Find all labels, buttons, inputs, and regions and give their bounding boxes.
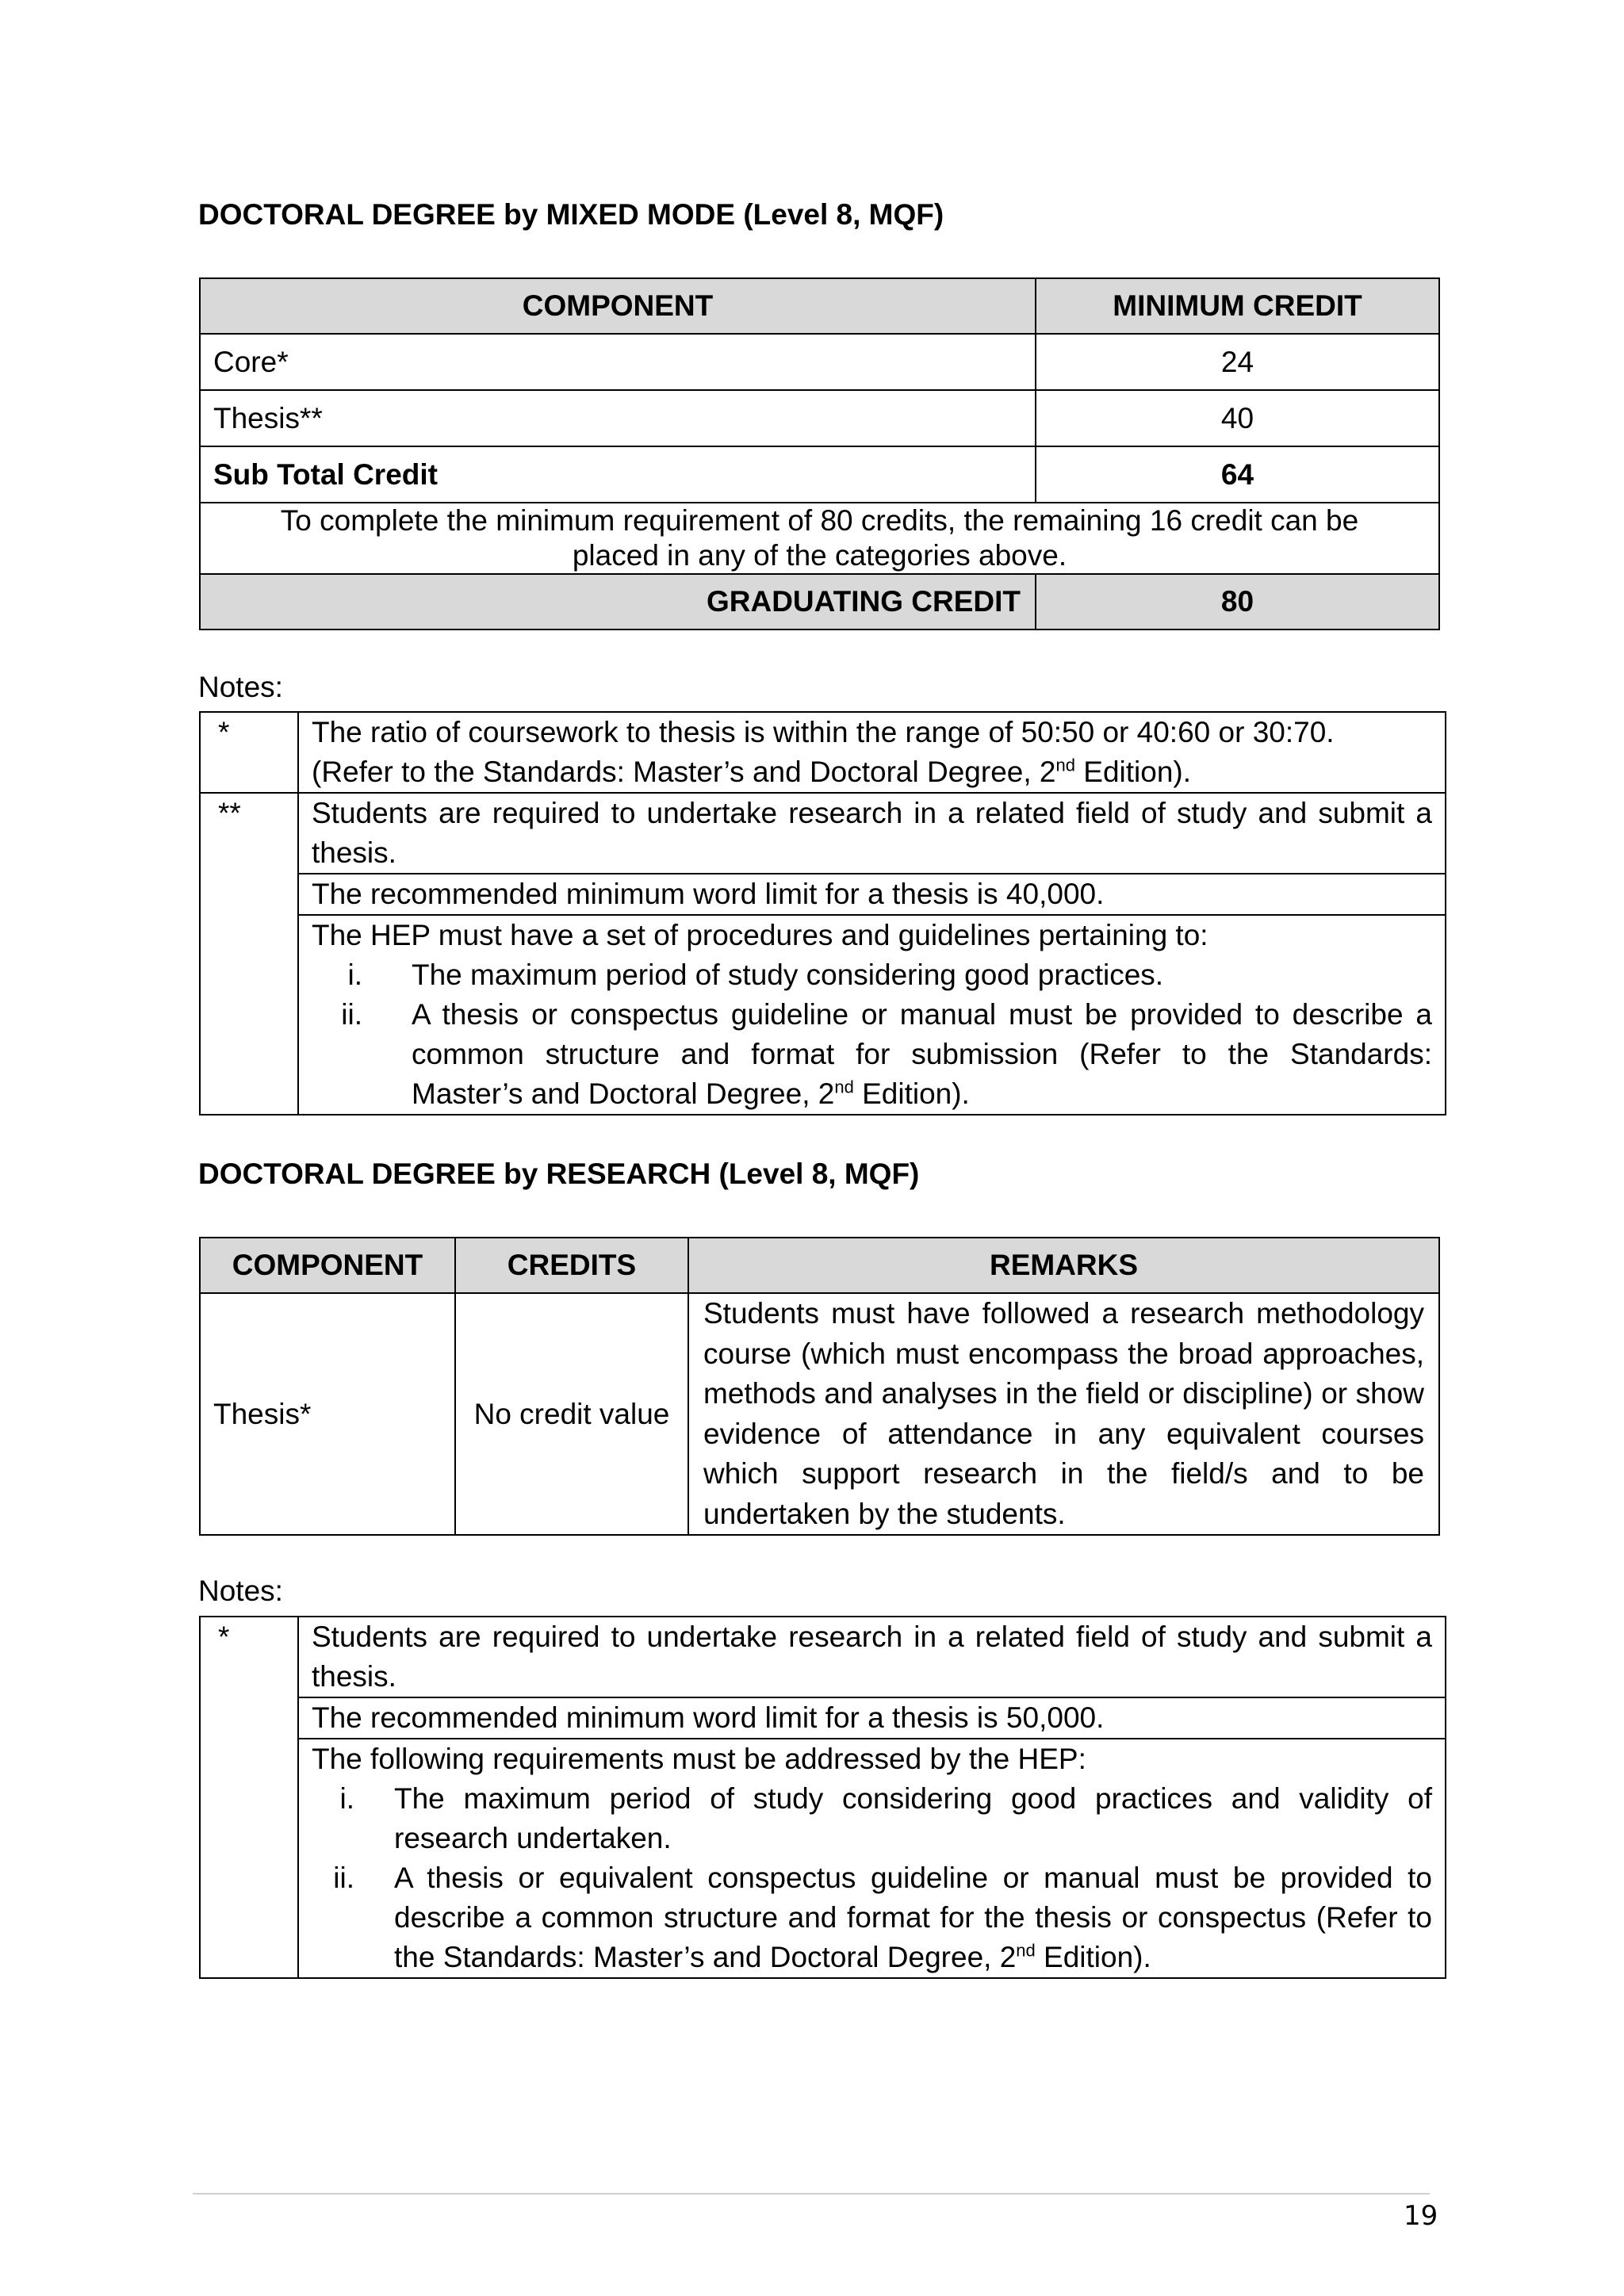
col-header-component: COMPONENT	[200, 278, 1036, 334]
research-credit-table	[199, 1237, 1440, 1536]
graduating-label: GRADUATING CREDIT	[200, 574, 1036, 629]
section1-heading: DOCTORAL DEGREE by MIXED MODE (Level 8, MQF)	[198, 198, 944, 231]
note-row	[200, 793, 1446, 874]
note-intro: The HEP must have a set of procedures and guidelines pertaining to:	[312, 919, 1208, 951]
subtotal-row	[200, 446, 1439, 503]
note-text	[298, 915, 1446, 1115]
notes-label: Notes:	[198, 671, 283, 703]
note-list	[312, 955, 1432, 1114]
list-item: i. The maximum period of study considering good practices.	[347, 959, 1164, 991]
remark-row	[200, 503, 1439, 574]
table-row	[200, 334, 1439, 390]
note-row	[200, 712, 1446, 793]
note-row	[200, 1739, 1446, 1978]
footer-divider	[193, 2193, 1430, 2195]
notes-label: Notes:	[198, 1575, 283, 1607]
credit-cell: 40	[1036, 390, 1439, 446]
note-text: The recommended minimum word limit for a thesis is 50,000.	[298, 1697, 1446, 1739]
col-header-min-credit: MINIMUM CREDIT	[1036, 278, 1439, 334]
graduating-value: 80	[1036, 574, 1439, 629]
table-row	[200, 1293, 1439, 1535]
note-line: The ratio of coursework to thesis is within the range of 50:50 or 40:60 or 30:70.	[312, 716, 1335, 748]
page-number: 19	[1404, 2200, 1438, 2232]
subtotal-label: Sub Total Credit	[200, 446, 1036, 503]
note-text	[298, 712, 1446, 793]
col-header-credits: CREDITS	[455, 1238, 688, 1293]
note-intro: The following requirements must be addressed by the HEP:	[312, 1743, 1086, 1775]
credits-cell: No credit value	[455, 1293, 688, 1535]
col-header-component: COMPONENT	[200, 1238, 455, 1293]
note-text	[298, 1739, 1446, 1978]
note-row	[200, 1697, 1446, 1739]
component-cell: Core*	[200, 334, 1036, 390]
mixed-mode-credit-table	[199, 277, 1440, 630]
col-header-remarks: REMARKS	[688, 1238, 1439, 1293]
component-cell: Thesis**	[200, 390, 1036, 446]
component-cell: Thesis*	[200, 1293, 455, 1535]
note-text: Students are required to undertake research in a related field of study and submit a thesis.	[298, 1617, 1446, 1697]
list-item: ii. A thesis or conspectus guideline or manual must be provided to describe a common structure and format for submission (Refer to the Standards: Master’s and Doctoral Degree, 2nd Edition).	[341, 998, 1432, 1110]
table-row	[200, 390, 1439, 446]
note-text: Students are required to undertake research in a related field of study and submit a thesis.	[298, 793, 1446, 874]
note-symbol: *	[200, 1617, 298, 1978]
mixed-mode-notes-table	[199, 711, 1446, 1115]
subtotal-value: 64	[1036, 446, 1439, 503]
note-line: (Refer to the Standards: Master’s and Doctoral Degree, 2nd Edition).	[312, 755, 1191, 788]
list-item: i. The maximum period of study considering good practices and validity of research undertaken.	[339, 1782, 1432, 1854]
note-symbol: **	[200, 793, 298, 1115]
note-row	[200, 874, 1446, 915]
remark-line-1: To complete the minimum requirement of 80 credits, the remaining 16 credit can be	[280, 504, 1359, 537]
graduating-row	[200, 574, 1439, 629]
note-list	[312, 1779, 1432, 1977]
section2-heading: DOCTORAL DEGREE by RESEARCH (Level 8, MQF)	[198, 1158, 920, 1190]
research-notes-table	[199, 1616, 1446, 1979]
note-text: The recommended minimum word limit for a thesis is 40,000.	[298, 874, 1446, 915]
note-row	[200, 1617, 1446, 1697]
list-item: ii. A thesis or equivalent conspectus guideline or manual must be provided to describe a common structure and format for the thesis or conspectus (Refer to the Standards: Master’s and Doctoral Degree, 2nd Edition).	[333, 1862, 1432, 1973]
remark-line-2: placed in any of the categories above.	[572, 539, 1067, 572]
note-symbol: *	[200, 712, 298, 793]
remarks-cell: Students must have followed a research methodology course (which must encompass the broad approaches, methods and analyses in the field or discipline) or show evidence of attendance in any equivalent courses which support research in the field/s and to be undertaken by the students.	[688, 1293, 1439, 1535]
note-row	[200, 915, 1446, 1115]
credit-cell: 24	[1036, 334, 1439, 390]
remark-cell	[200, 503, 1439, 574]
